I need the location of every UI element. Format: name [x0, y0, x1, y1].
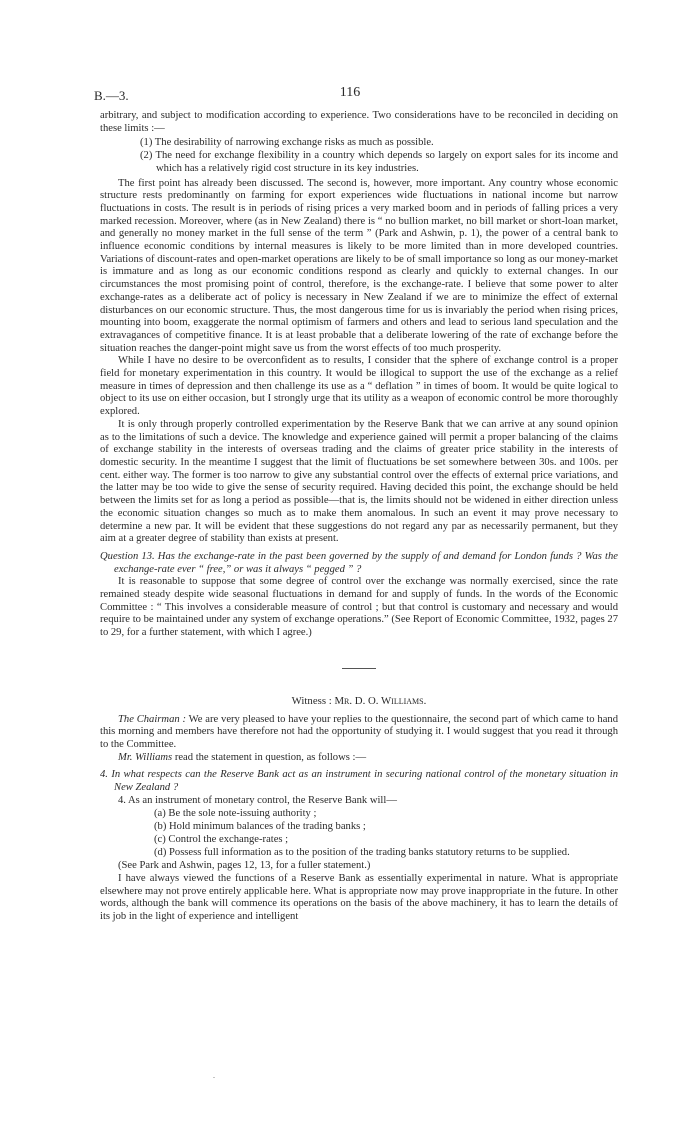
- page-content: [100, 110, 618, 924]
- answer-4-list: [154, 808, 618, 859]
- list-item: (c) Control the exchange-rates ;: [154, 833, 289, 845]
- williams-statement: [100, 752, 618, 765]
- chairman-speaker: The Chairman :: [118, 713, 186, 725]
- report-reference: B.—3.: [94, 88, 129, 103]
- list-item: (2) The need for exchange flexibility in a country which depends so largely on export sales for its income and which has a relatively rigid cost structure in its key industries.: [140, 150, 618, 174]
- witness-name: Mr. D. O. Williams.: [334, 694, 427, 707]
- page-number: 116: [339, 85, 361, 100]
- section-divider: [342, 668, 376, 669]
- chairman-text: We are very pleased to have your replies to the questionnaire, the second part of which came to hand this morning and members have therefore not had the opportunity of studying it. I would suggest that you read it through to the Committee.: [100, 713, 618, 750]
- williams-text: read the statement in question, as follows :—: [174, 751, 367, 763]
- list-item: (1) The desirability of narrowing exchange risks as much as possible.: [140, 137, 434, 149]
- witness-label: Witness :: [291, 694, 332, 707]
- list-item: (b) Hold minimum balances of the trading banks ;: [154, 821, 366, 833]
- question-4: 4. In what respects can the Reserve Bank act as an instrument in securing national control of the monetary situation in New Zealand ?: [100, 769, 618, 794]
- considerations-list: [140, 137, 618, 175]
- list-item: (d) Possess full information as to the position of the trading banks statutory returns to be supplied.: [154, 846, 570, 858]
- answer-4-intro: 4. As an instrument of monetary control, the Reserve Bank will—: [118, 794, 397, 806]
- witness-heading: [100, 695, 618, 708]
- williams-speaker: Mr. Williams: [118, 751, 173, 763]
- see-reference: (See Park and Ashwin, pages 12, 13, for a fuller statement.): [118, 860, 371, 872]
- paragraph-overconfident: While I have no desire to be overconfident as to results, I consider that the sphere of exchange control is a proper field for monetary experimentation in this country. It would be illogical to support the use of the exchange as a relief measure in times of depression and then challenge its use as a “ deflation ” in times of boom. It would be quite logical to object to its use on either occasion, but I strongly urge that its utility as a weapon of economic control be more thoroughly explored.: [100, 355, 618, 418]
- paragraph-experimentation: It is only through properly controlled experimentation by the Reserve Bank that we can arrive at any sound opinion as to the limitations of such a device. The knowledge and experience gained will permit a proper balancing of the claims of exchange stability in the interests of overseas trading and the claims of greater price stability in the interests of domestic security. In the meantime I suggest that the limit of fluctuations be set somewhere between 30s. and 100s. per cent. either way. The former is too narrow to give any substantial control over the effects of external price variations, and the latter may be too wide to give the sense of security required. Having decided this point, the exchange should be held between the limits set for as long a period as possible—that is, the limits should not be widened in either direction unless the economic situation changes so much as to make them anomalous. In such an event it may prove necessary to determine a new par. It will be evident that these suggestions do not regard any par as necessarily permanent, but they aim at a greater degree of stability than exists at present.: [100, 418, 618, 545]
- list-item: (a) Be the sole note-issuing authority ;: [154, 808, 317, 820]
- paragraph-intro: arbitrary, and subject to modification according to experience. Two considerations have to be reconciled in deciding on these limits :—: [100, 110, 618, 134]
- page-mark: .: [213, 1071, 215, 1080]
- question-13: Question 13. Has the exchange-rate in the past been governed by the supply of and demand for London funds ? Was the exchange-rate ever “ free,” or was it always “ pegged ” ?: [100, 550, 618, 575]
- paragraph-final: I have always viewed the functions of a Reserve Bank as essentially experimental in nature. What is appropriate elsewhere may not prove entirely applicable here. What is appropriate now may prove inappropriate in the future. In other words, although the bank will commence its operations on the basis of the above machinery, it has to learn the details of its job in the light of experience and intelligent: [100, 872, 618, 923]
- paragraph-q13-answer: It is reasonable to suppose that some degree of control over the exchange was normally exercised, since the rate remained steady despite wide seasonal fluctuations in demand for and supply of funds. In the words of the Economic Committee : “ This involves a considerable measure of control ; but that control is customary and necessary and would require to be maintained under any system of exchange operations.” (See Report of Economic Committee, 1932, pages 27 to 29, for a further statement, with which I agree.): [100, 576, 618, 639]
- paragraph-first-point: The first point has already been discussed. The second is, however, more important. Any country whose economic structure rests predominantly on farming for export experiences wide fluctuations in national income but narrow fluctuations in costs. The result is in periods of rising prices a very marked boom and in periods of falling prices a very marked recession. Moreover, where (as in New Zealand) there is “ no bullion market, no bill market or short-loan market, and generally no money market in the full sense of the term ” (Park and Ashwin, p. 1), the power of a central bank to influence economic conditions by internal measures is likely to be more limited than in more developed countries. Variations of discount-rates and open-market operations are likely to be of small importance so long as our money-market is immature and as long as our economic conditions respond as clearly and quickly to external changes. In our circumstances the most promising point of control, therefore, is the exchange-rate. I believe that some power to alter exchange-rates as a deliberate act of policy is necessary in New Zealand if we are to minimize the effect of external disturbances on our economic structure. Thus, the most dangerous time for us is invariably the period when rising prices, mounting into boom, exaggerate the normal optimism of farmers and others and lead to serious land speculation and the extravagances of competitive finance. It is at least probable that a deliberate lowering of the rate of exchange before the situation reaches the danger-point might save us from the worst effects of too much prosperity.: [100, 177, 618, 354]
- chairman-statement: [100, 714, 618, 752]
